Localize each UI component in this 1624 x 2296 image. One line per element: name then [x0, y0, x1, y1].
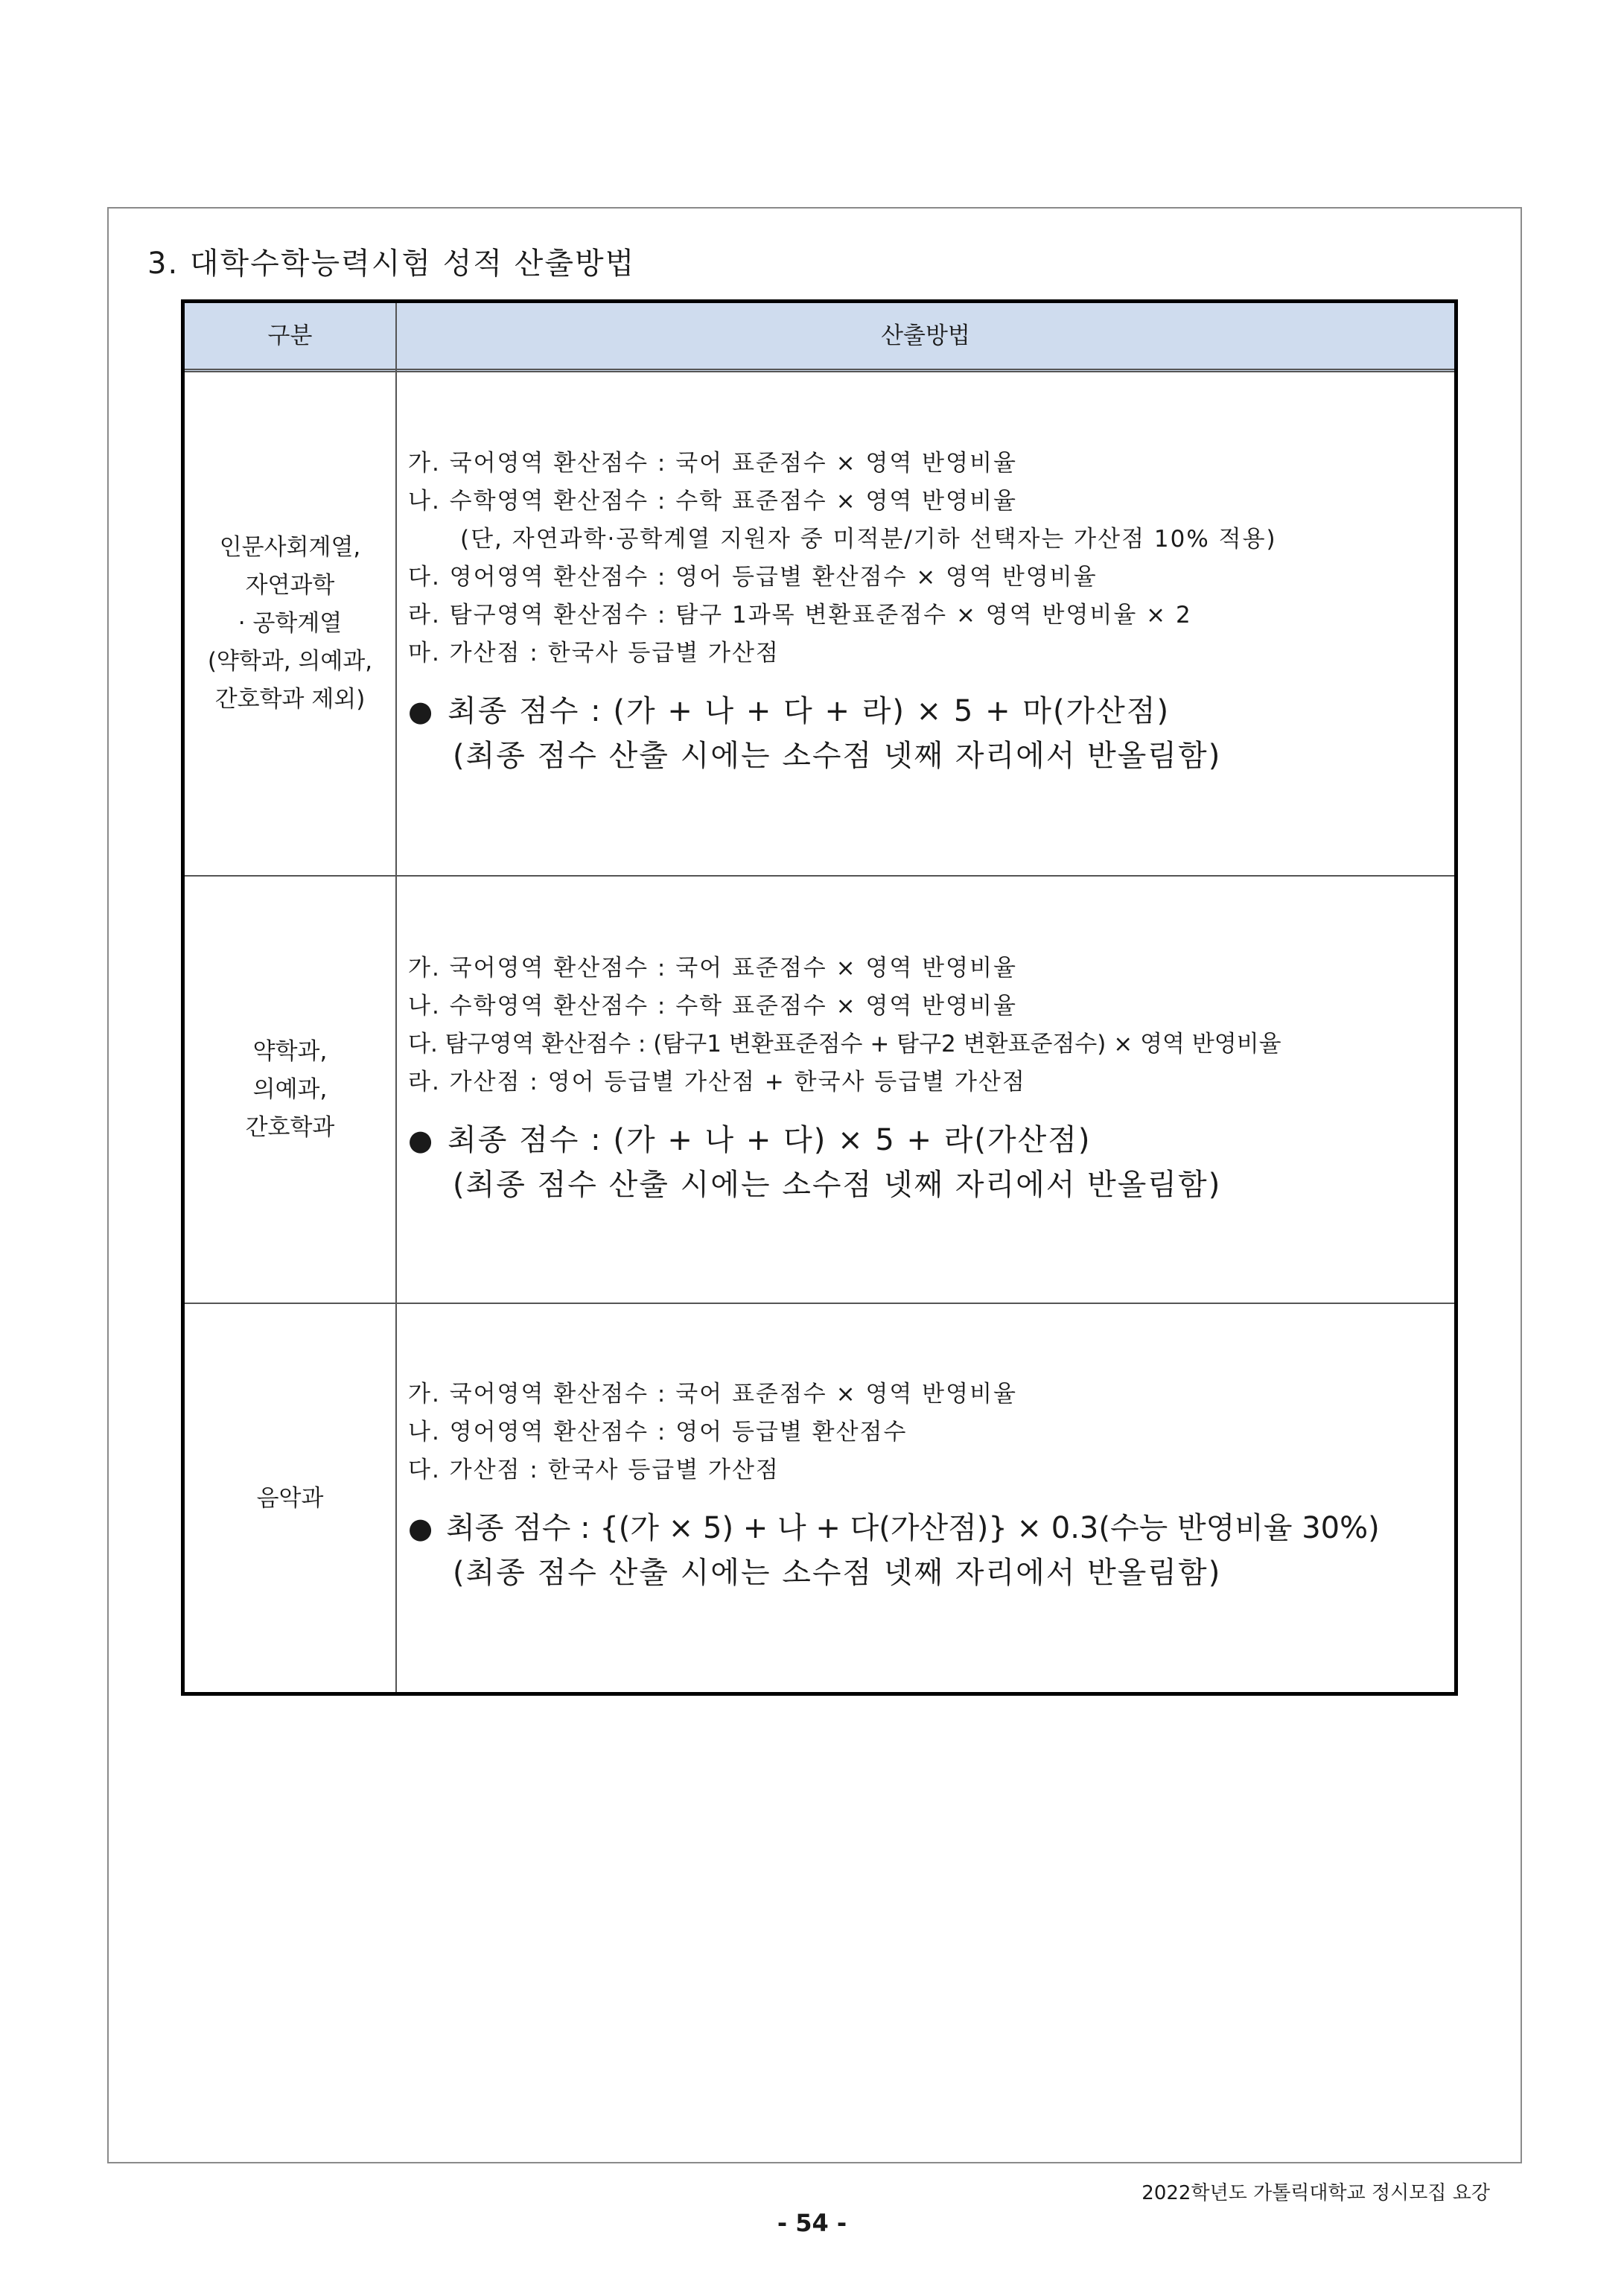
method-line: 다. 영어영역 환산점수 : 영어 등급별 환산점수 × 영역 반영비율: [408, 564, 1098, 591]
rounding-note: (최종 점수 산출 시에는 소수점 넷째 자리에서 반올림함): [453, 1556, 1222, 1590]
final-score-formula: [408, 1506, 1451, 1551]
method-line: 가. 국어영역 환산점수 : 국어 표준점수 × 영역 반영비율: [408, 450, 1017, 477]
rounding-note: (최종 점수 산출 시에는 소수점 넷째 자리에서 반올림함): [453, 739, 1222, 773]
bullet-icon: ●: [408, 1512, 433, 1545]
category-line: 약학과,: [252, 1037, 328, 1065]
category-line: 간호학과 제외): [214, 686, 366, 713]
header-category: 구분: [267, 322, 313, 349]
method-line: 마. 가산점 : 한국사 등급별 가산점: [408, 640, 780, 667]
page-number: - 54 -: [777, 2209, 847, 2237]
final-score-text: 최종 점수 : (가 + 나 + 다 + 라) × 5 + 마(가산점): [448, 694, 1171, 728]
row-method: [408, 445, 1451, 778]
category-line: 간호학과: [245, 1113, 335, 1141]
column-divider: [395, 303, 397, 1692]
section-title: 3. 대학수학능력시험 성적 산출방법: [147, 247, 636, 281]
method-line: 나. 영어영역 환산점수 : 영어 등급별 환산점수: [408, 1419, 908, 1446]
method-line: 다. 탐구영역 환산점수 : (탐구1 변환표준점수 + 탐구2 변환표준점수) × 영역 반영비율: [408, 1031, 1281, 1058]
category-line: 인문사회계열,: [219, 534, 361, 561]
category-line: 자연과학: [245, 572, 335, 599]
row-method: [408, 950, 1451, 1207]
rounding-note: (최종 점수 산출 시에는 소수점 넷째 자리에서 반올림함): [453, 1168, 1222, 1202]
category-line: 의예과,: [252, 1075, 328, 1103]
row-category: [185, 1304, 395, 1693]
header-method: 산출방법: [881, 322, 970, 349]
category-line: (약학과, 의예과,: [207, 648, 373, 675]
final-score-formula: [408, 689, 1451, 734]
final-score-text: 최종 점수 : {(가 × 5) + 나 + 다(가산점)} × 0.3(수능 반영비율 30%): [446, 1511, 1380, 1545]
method-line: 나. 수학영역 환산점수 : 수학 표준점수 × 영역 반영비율: [408, 488, 1017, 515]
method-line: 나. 수학영역 환산점수 : 수학 표준점수 × 영역 반영비율: [408, 993, 1017, 1020]
method-line: (단, 자연과학·공학계열 지원자 중 미적분/기하 선택자는 가산점 10% 적용): [460, 526, 1277, 553]
footer-title: 2022학년도 가톨릭대학교 정시모집 요강: [1141, 2182, 1490, 2204]
category-line: 음악과: [256, 1484, 324, 1512]
method-line: 라. 가산점 : 영어 등급별 가산점 + 한국사 등급별 가산점: [408, 1069, 1026, 1095]
method-line: 가. 국어영역 환산점수 : 국어 표준점수 × 영역 반영비율: [408, 955, 1017, 982]
bullet-icon: ●: [408, 695, 435, 728]
row-method: [408, 1376, 1451, 1595]
table-header: [185, 303, 1454, 372]
category-line: · 공학계열: [238, 610, 343, 637]
method-line: 가. 국어영역 환산점수 : 국어 표준점수 × 영역 반영비율: [408, 1381, 1017, 1408]
calculation-table: [181, 299, 1458, 1696]
method-line: 라. 탐구영역 환산점수 : 탐구 1과목 변환표준점수 × 영역 반영비율 × 2: [408, 602, 1192, 629]
final-score-formula: [408, 1118, 1451, 1163]
method-line: 다. 가산점 : 한국사 등급별 가산점: [408, 1457, 780, 1484]
row-category: [185, 372, 395, 875]
final-score-text: 최종 점수 : (가 + 나 + 다) × 5 + 라(가산점): [448, 1123, 1092, 1157]
bullet-icon: ●: [408, 1124, 435, 1157]
row-category: [185, 877, 395, 1303]
